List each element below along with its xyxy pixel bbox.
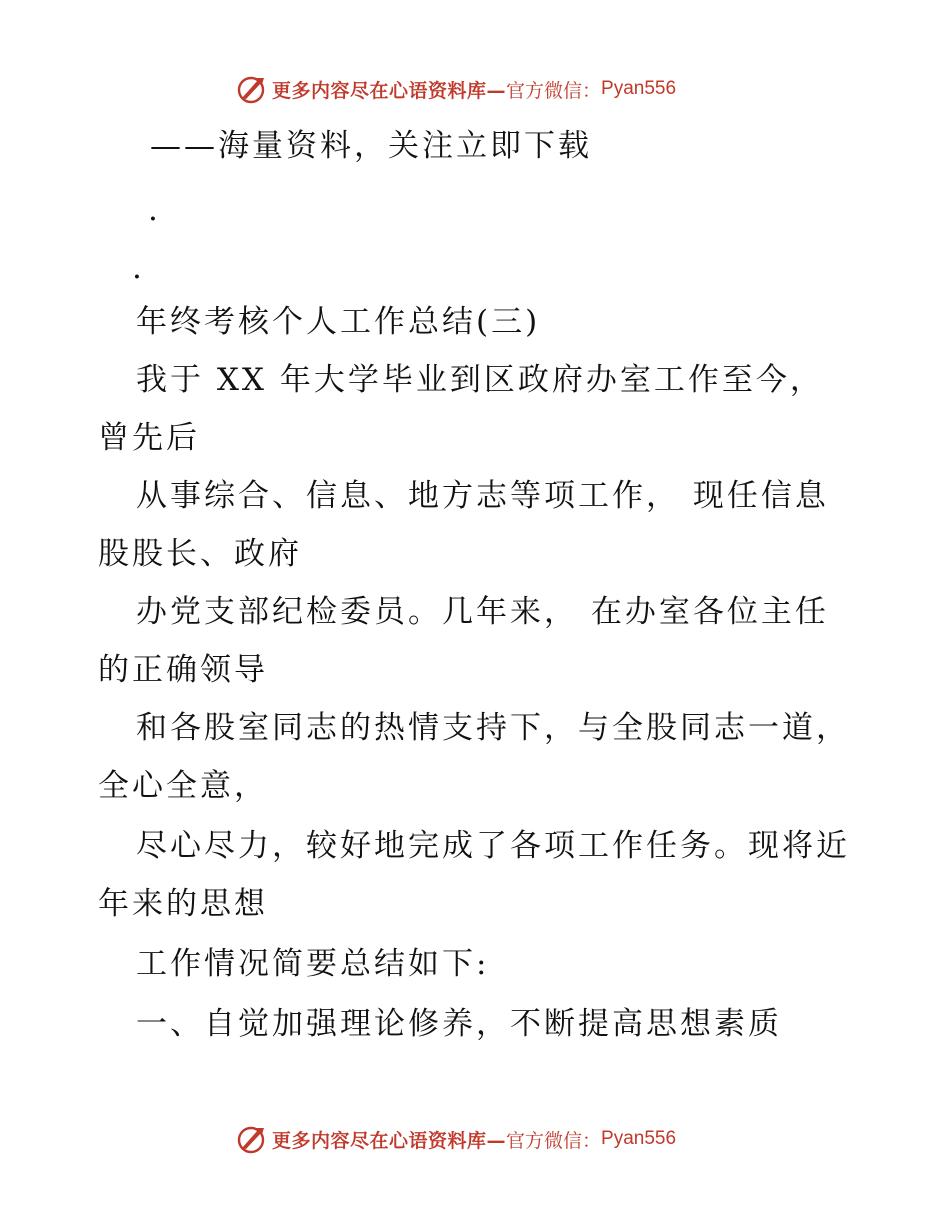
tagline: ——海量资料，关注立即下载 [150,128,592,164]
watermark-wechat-label: 官方微信： [506,1129,602,1152]
body-line: 全心全意， [98,768,268,804]
body-line: 办党支部纪检委员。几年来， 在办室各位主任 [136,594,829,630]
watermark-wechat-label: 官方微信： [506,79,602,102]
dot-line: . [132,250,145,286]
watermark-header [236,72,676,106]
watermark-wechat-id: Pyan556 [601,1128,677,1149]
body-line: 的正确领导 [98,652,268,688]
watermark-wechat-id: Pyan556 [601,78,677,99]
document-title: 年终考核个人工作总结(三) [136,304,541,340]
dot-line: . [148,192,161,228]
body-line: 工作情况简要总结如下: [136,946,490,982]
section-heading: 一、自觉加强理论修养，不断提高思想素质 [136,1006,782,1042]
body-line: 年来的思想 [98,886,268,922]
body-line: 尽心尽力，较好地完成了各项工作任务。现将近 [136,828,850,864]
body-line: 曾先后 [98,420,200,456]
body-line: 从事综合、信息、地方志等项工作， 现任信息 [136,478,829,514]
watermark-site-text: 更多内容尽在心语资料库— [272,79,507,102]
body-line: 股股长、政府 [98,536,302,572]
body-line: 我于 XX 年大学毕业到区政府办室工作至今， [136,362,824,398]
quill-logo-icon [236,1124,266,1154]
watermark-site-text: 更多内容尽在心语资料库— [272,1129,507,1152]
watermark-footer [236,1122,676,1156]
body-line: 和各股室同志的热情支持下，与全股同志一道， [136,710,850,746]
quill-logo-icon [236,74,266,104]
